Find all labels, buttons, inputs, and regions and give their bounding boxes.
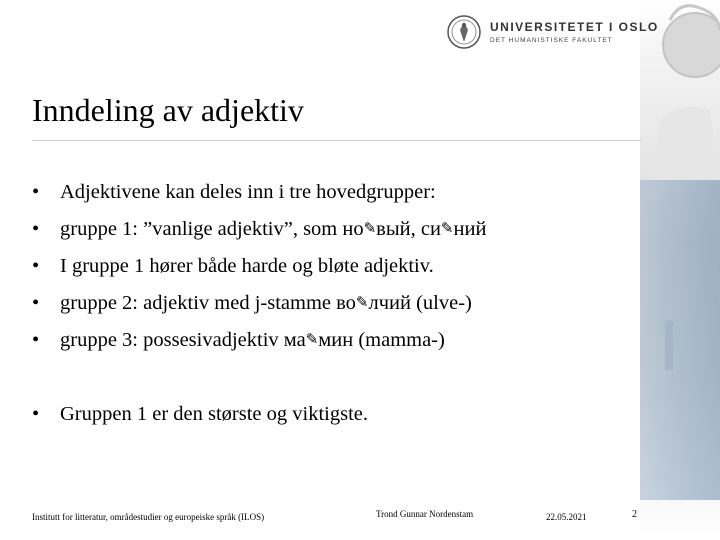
bullet-item — [32, 211, 486, 249]
footer-institute: Institutt for litteratur, områdestudier og europeiske språk (ILOS) — [32, 512, 265, 522]
bullet-text: Gruppen 1 er den største og viktigste. — [60, 402, 369, 425]
bullet-text: I gruppe 1 hører både harde og bløte adjektiv. — [60, 255, 434, 277]
bullet-text-pre: gruppe 1: ”vanlige adjektiv”, som но — [60, 217, 364, 240]
bullet-text-post: ний — [453, 217, 487, 240]
bullet-marker: • — [32, 402, 40, 425]
bullet-text-pre: gruppe 2: adjektiv med j-stamme во — [60, 291, 356, 314]
bullet-marker: • — [32, 181, 40, 203]
slide-title: Inndeling av adjektiv — [32, 92, 304, 128]
bullet-text-pre: gruppe 3: possesivadjektiv ма — [60, 329, 306, 351]
bullet-list — [32, 174, 486, 432]
bullet-marker: • — [32, 255, 40, 277]
bullet-item — [32, 396, 486, 433]
bullet-marker: • — [32, 217, 40, 240]
bullet-text-post: лчий (ulve-) — [368, 291, 472, 314]
pencil-glyph-icon: ✎ — [363, 218, 377, 237]
footer-author: Trond Gunnar Nordenstam — [376, 509, 474, 519]
bullet-item — [32, 248, 486, 285]
bullet-item — [32, 322, 486, 360]
blue-accent-panel — [640, 180, 720, 500]
pencil-glyph-icon: ✎ — [305, 330, 319, 348]
bullet-text-mid: вый, си — [376, 217, 441, 240]
bullet-marker: • — [32, 291, 40, 314]
title-divider — [32, 140, 642, 141]
bullet-spacer — [32, 360, 486, 396]
page-number: 2 — [632, 509, 637, 520]
bullet-marker: • — [32, 329, 40, 351]
bullet-text-post: мин (mamma-) — [318, 329, 445, 351]
bullet-text: Adjektivene kan deles inn i tre hovedgrupper: — [60, 181, 436, 203]
pencil-glyph-icon: ✎ — [355, 292, 369, 311]
bullet-item — [32, 285, 486, 323]
pencil-glyph-icon: ✎ — [440, 218, 454, 237]
university-logo — [446, 14, 659, 54]
university-seal-icon — [446, 14, 482, 50]
bullet-item — [32, 174, 486, 211]
footer-date: 22.05.2021 — [546, 512, 587, 522]
logo-subtitle: DET HUMANISTISKE FAKULTET — [490, 37, 613, 44]
logo-title: UNIVERSITETET I OSLO — [490, 20, 659, 34]
